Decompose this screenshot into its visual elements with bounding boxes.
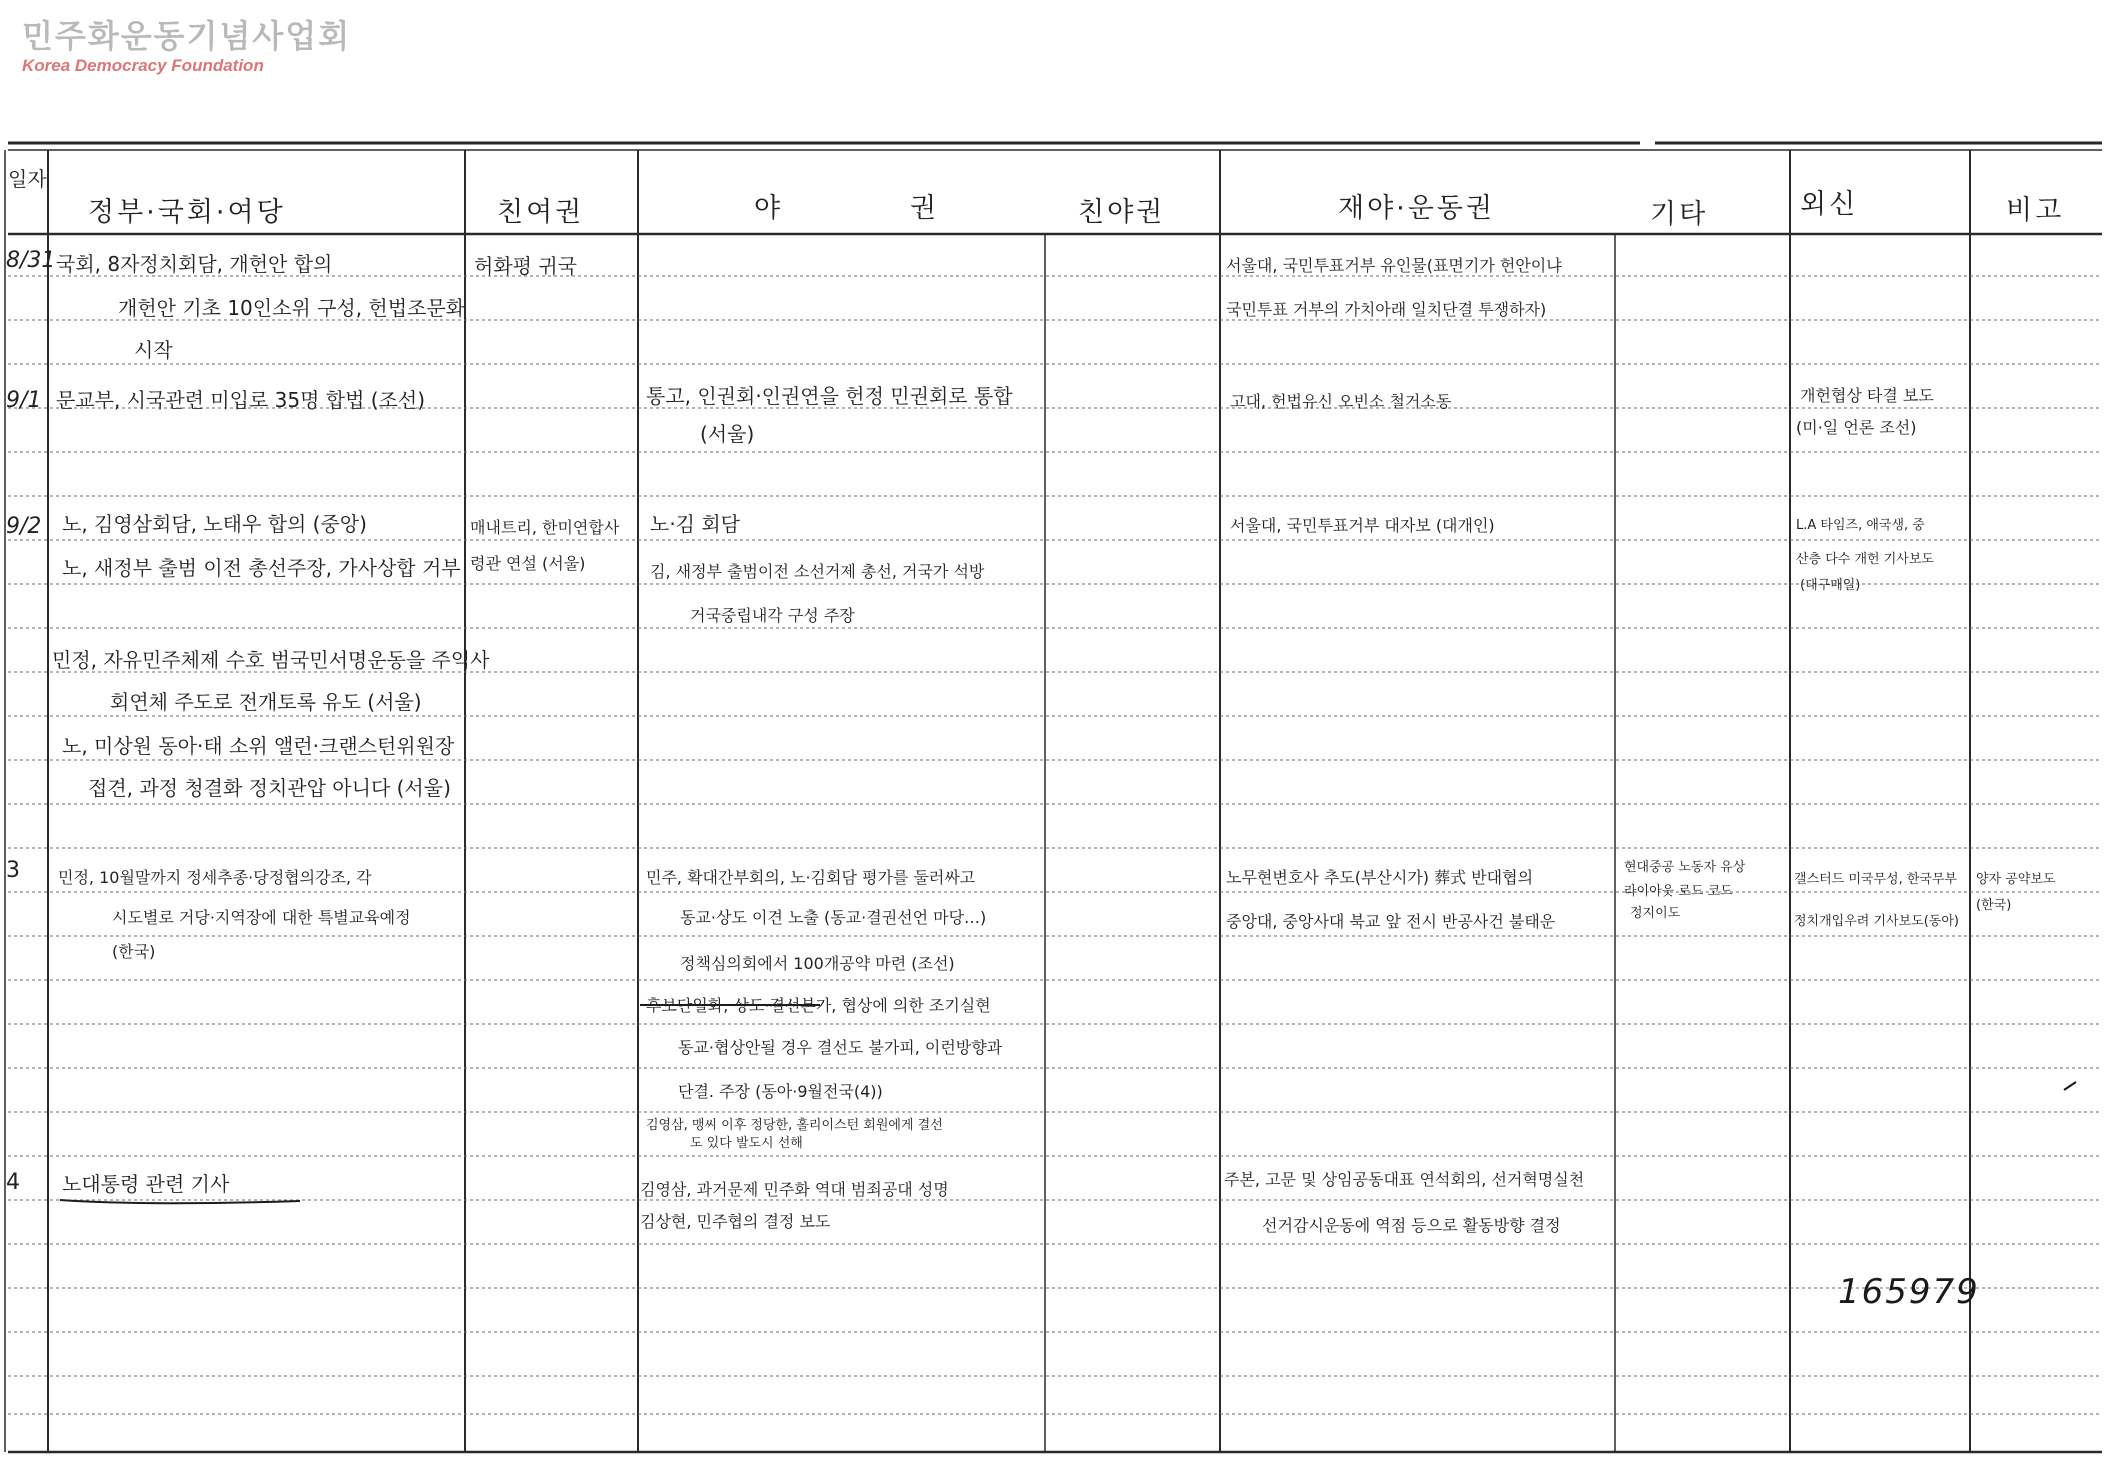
gov-entry: 노, 새정부 출범 이전 총선주장, 가사상합 거부 [62,556,461,580]
date-8-31: 8/31 [6,248,56,273]
opposition-entry: 동교·협상안될 경우 결선도 불가피, 이런방향과 [678,1038,1003,1057]
dissident-entry: 고대, 헌법유신 오빈소 철거소동 [1230,392,1452,411]
gov-entry: 문교부, 시국관련 미입로 35명 합법 (조선) [56,388,425,412]
opposition-entry: 김상현, 민주협의 결정 보도 [640,1212,831,1231]
header-opposition-1: 야 [754,193,784,224]
foreign-entry: 개헌협상 타결 보도 [1800,386,1934,405]
watermark-english: Korea Democracy Foundation [22,56,264,75]
header-foreign: 외신 [1800,189,1859,220]
dissident-entry: 국민투표 거부의 가치아래 일치단결 투쟁하자) [1226,300,1547,319]
opposition-entry: 노·김 회담 [650,512,740,536]
gov-entry: 민정, 10월말까지 정세추종·당정협의강조, 각 [58,868,372,887]
dissident-entry: 노무현변호사 추도(부산시가) 葬式 반대협의 [1226,868,1534,887]
remarks-entry: 양자 공약보도 [1976,872,2056,887]
gov-entry: (한국) [112,942,156,961]
header-dissident: 재야·운동권 [1338,193,1495,224]
remarks-entry: (한국) [1976,898,2012,913]
header-government: 정부·국회·여당 [88,197,286,228]
dissident-entry: 서울대, 국민투표거부 대자보 (대개인) [1230,516,1495,535]
foreign-entry: 갤스터드 미국무성, 한국무부 [1794,872,1958,887]
dissident-entry: 주본, 고문 및 상임공동대표 연석회의, 선거혁명실천 [1224,1170,1585,1189]
opposition-entry: 후보단일화, 상도·결선본가, 협상에 의한 조기실현 [646,996,991,1015]
opposition-entry: 도 있다 발도시 선해 [690,1136,803,1151]
header-remarks: 비고 [2006,195,2065,226]
opposition-entry: 김영삼, 맹씨 이후 정당한, 홀리이스턴 회원에게 결선 [646,1118,943,1133]
other-entry: 라이아웃 로드 코드 [1624,884,1733,899]
opposition-entry: 정책심의회에서 100개공약 마련 (조선) [680,954,955,973]
other-entry: 정지이도 [1630,906,1681,921]
gov-entry: 노대통령 관련 기사 [62,1172,230,1196]
dissident-entry: 선거감시운동에 역점 등으로 활동방향 결정 [1262,1216,1561,1235]
date-3: 3 [6,858,20,883]
pro-ruling-entry: 허화평 귀국 [474,254,577,278]
other-entry: 현대중공 노동자 유상 [1624,860,1746,875]
foreign-entry: (대구매일) [1800,578,1861,593]
date-4: 4 [6,1170,20,1195]
opposition-entry: 통고, 인권회·인권연을 헌정 민권회로 통합 [646,384,1013,408]
opposition-entry: 민주, 확대간부회의, 노·김회담 평가를 둘러싸고 [646,868,976,887]
opposition-entry: 김영삼, 과거문제 민주화 역대 범죄공대 성명 [640,1180,949,1199]
dissident-entry: 서울대, 국민투표거부 유인물(표면기가 헌안이냐 [1226,256,1562,275]
gov-entry: 회연체 주도로 전개토록 유도 (서울) [110,690,422,714]
gov-entry: 민정, 자유민주체제 수호 범국민서명운동을 주익사 [52,648,490,672]
dissident-entry: 중앙대, 중앙사대 북교 앞 전시 반공사건 불태운 [1226,912,1556,931]
header-date: 일자 [8,167,47,191]
opposition-entry: 단결. 주장 (동아·9월전국(4)) [678,1082,883,1101]
gov-entry: 접견, 과정 청결화 정치관압 아니다 (서울) [88,776,451,800]
foreign-entry: 산층 다수 개헌 기사보도 [1796,552,1934,567]
foreign-entry: 정치개입우려 기사보도(동아) [1794,914,1959,929]
date-9-1: 9/1 [6,388,42,413]
opposition-entry: 김, 새정부 출범이전 소선거제 총선, 거국가 석방 [650,562,985,581]
header-other: 기타 [1650,199,1709,230]
opposition-entry: 동교·상도 이견 노출 (동교·결권선언 마당…) [680,908,987,927]
header-pro-opposition: 친야권 [1078,197,1166,228]
gov-entry: 개헌안 기초 10인소위 구성, 헌법조문화 [118,296,466,320]
gov-entry: 시작 [134,338,173,362]
pro-ruling-entry: 령관 연설 (서울) [470,554,586,573]
gov-entry: 시도별로 거당·지역장에 대한 특별교육예정 [112,908,411,927]
header-pro-ruling: 친여권 [497,197,585,228]
foreign-entry: (미·일 언론 조선) [1796,418,1917,437]
gov-entry: 국회, 8자정치회담, 개헌안 합의 [56,252,333,276]
gov-entry: 노, 미상원 동아·태 소위 앨런·크랜스턴위원장 [62,734,455,758]
foreign-entry: L.A 타임즈, 애국생, 중 [1796,518,1925,533]
gov-entry: 노, 김영삼회담, 노태우 합의 (중앙) [62,512,367,536]
date-9-2: 9/2 [6,514,42,539]
opposition-entry: (서울) [700,422,755,446]
pro-ruling-entry: 매내트리, 한미연합사 [470,518,620,537]
page-number: 165979 [1838,1272,1980,1312]
opposition-entry: 거국중립내각 구성 주장 [690,606,855,625]
watermark-korean: 민주화운동기념사업회 [22,17,352,55]
header-opposition-2: 권 [910,193,940,224]
